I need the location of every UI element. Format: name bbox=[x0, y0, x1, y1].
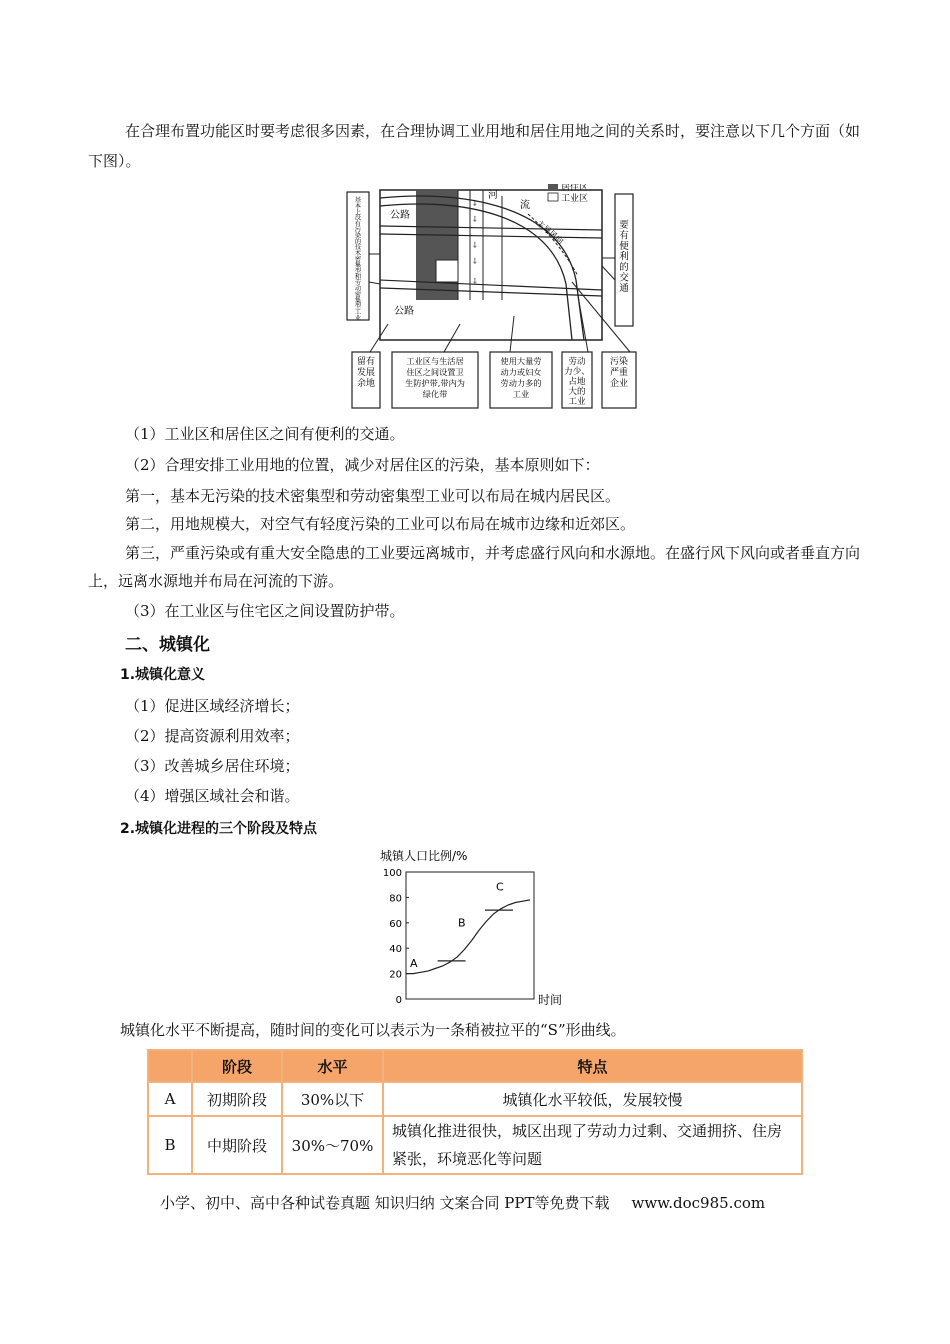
left-box-char: 术 bbox=[354, 250, 362, 258]
table-header-cell: 阶段 bbox=[192, 1050, 282, 1082]
right-box-char: 交 bbox=[619, 272, 629, 284]
stage-table bbox=[147, 1049, 803, 1175]
table-header-cell bbox=[148, 1050, 192, 1082]
significance-item-2: （2）提高资源利用效率； bbox=[125, 727, 300, 745]
left-box-char: 技 bbox=[354, 244, 362, 252]
right-info-text bbox=[619, 220, 629, 294]
stage-marks bbox=[410, 880, 513, 970]
left-box-char: 有 bbox=[354, 220, 362, 228]
footer-text: 小学、初中、高中各种试卷真题 知识归纳 文案合同 PPT等免费下载 bbox=[160, 1194, 610, 1212]
svg-text:⸸: ⸸ bbox=[473, 241, 477, 250]
bottom-box-line: 生防护带,带内为 bbox=[405, 378, 465, 388]
bottom-box-line: 严重 bbox=[609, 368, 629, 378]
stage-label: B bbox=[458, 916, 466, 930]
left-box-char: 密 bbox=[354, 291, 362, 299]
legend-residential-swatch bbox=[548, 184, 558, 190]
significance-item-3: （3）改善城乡居住环境； bbox=[125, 757, 300, 775]
y-tick-label: 0 bbox=[395, 995, 402, 1006]
bottom-box-line: 动力或妇女 bbox=[500, 367, 542, 377]
left-box-char: 没 bbox=[354, 214, 362, 222]
list-item-3: 第一，基本无污染的技术密集型和劳动密集型工业可以布局在城内居民区。 bbox=[125, 487, 621, 505]
bottom-box-line: 绿化带 bbox=[422, 389, 448, 399]
left-box-char: 业 bbox=[354, 315, 362, 322]
road-label-top: 公路 bbox=[390, 210, 410, 221]
subheading-stages: 2.城镇化进程的三个阶段及特点 bbox=[120, 821, 318, 837]
s-curve-line bbox=[406, 900, 530, 974]
table-header-row bbox=[148, 1050, 802, 1082]
svg-text:⸸: ⸸ bbox=[473, 257, 477, 266]
y-tick-label: 40 bbox=[389, 944, 402, 956]
left-box-char: 的 bbox=[354, 238, 362, 246]
list-item-6: （3）在工业区与住宅区之间设置防护带。 bbox=[125, 602, 405, 620]
bottom-box-line: 余地 bbox=[356, 379, 376, 389]
bottom-box-line: 大的 bbox=[568, 387, 586, 397]
wind-label: 主导风向 bbox=[534, 218, 566, 247]
right-box-char: 有 bbox=[619, 230, 629, 242]
left-box-char: 型 bbox=[354, 267, 362, 275]
subheading-significance: 1.城镇化意义 bbox=[120, 667, 206, 683]
table-cell: 中期阶段 bbox=[192, 1116, 282, 1174]
footer-url[interactable]: www.doc985.com bbox=[631, 1194, 766, 1212]
left-box-char: 动 bbox=[354, 285, 362, 293]
svg-text:⸸: ⸸ bbox=[473, 277, 477, 286]
bottom-box-line: 留有 bbox=[356, 357, 376, 367]
chart-xlabel: 时间 bbox=[538, 993, 563, 1007]
legend-industrial-swatch bbox=[548, 193, 558, 201]
left-box-char: 密 bbox=[354, 256, 362, 263]
left-box-char: 工 bbox=[354, 309, 362, 317]
river-label-2: 流 bbox=[520, 200, 530, 211]
bottom-box-line: 住区之间设置卫 bbox=[406, 367, 464, 377]
section-heading: 二、城镇化 bbox=[125, 635, 210, 655]
table-cell: 初期阶段 bbox=[192, 1082, 282, 1116]
legend-industrial-label: 工业区 bbox=[561, 194, 589, 204]
bottom-box-line: 占地 bbox=[568, 377, 586, 387]
table-cell: 30%～70% bbox=[282, 1116, 383, 1174]
left-box-char: 上 bbox=[354, 208, 362, 216]
stage-label: C bbox=[496, 880, 504, 894]
table-cell: B bbox=[148, 1116, 192, 1174]
bottom-box-line: 发展 bbox=[356, 368, 376, 378]
bottom-box-line: 工业区与生活居 bbox=[406, 356, 464, 366]
urbanization-s-curve-chart bbox=[368, 846, 578, 1008]
right-box-char: 要 bbox=[619, 220, 629, 231]
list-item-4: 第二，用地规模大，对空气有轻度污染的工业可以布局在城市边缘和近郊区。 bbox=[125, 515, 636, 533]
list-item-1: （1）工业区和居住区之间有便利的交通。 bbox=[125, 425, 405, 443]
svg-text:⸸: ⸸ bbox=[473, 215, 477, 224]
y-tick-label: 100 bbox=[382, 868, 402, 879]
table-row bbox=[148, 1082, 802, 1116]
left-box-char: 和 bbox=[354, 273, 362, 281]
curve-caption: 城镇化水平不断提高，随时间的变化可以表示为一条稍被拉平的“S”形曲线。 bbox=[120, 1021, 626, 1039]
bottom-box-line: 使用大量劳 bbox=[500, 356, 542, 366]
bottom-info-boxes bbox=[352, 352, 636, 408]
y-tick-label: 60 bbox=[389, 918, 402, 930]
left-box-char: 污 bbox=[354, 226, 362, 234]
chart-ylabel: 城镇人口比例/% bbox=[380, 849, 468, 863]
stage-label: A bbox=[410, 957, 418, 971]
table-row bbox=[148, 1116, 802, 1174]
list-item-5: 第三，严重污染或有重大安全隐患的工业要远离城市，并考虑盛行风向和水源地。在盛行风下风向或者垂直方向上，远离水源地并布局在河流的下游。 bbox=[88, 544, 861, 590]
bottom-box-line: 污染 bbox=[609, 357, 629, 367]
bottom-box-line: 力少、 bbox=[564, 367, 590, 377]
left-box-char: 本 bbox=[354, 202, 362, 210]
industrial-layout-diagram bbox=[340, 184, 640, 410]
plot-frame bbox=[406, 872, 534, 999]
y-tick-label: 80 bbox=[389, 893, 402, 905]
right-box-char: 的 bbox=[619, 262, 629, 273]
significance-item-4: （4）增强区域社会和谐。 bbox=[125, 787, 300, 805]
page-footer bbox=[160, 1192, 765, 1213]
left-info-text bbox=[355, 196, 362, 322]
y-tick-label: 20 bbox=[389, 969, 402, 981]
bottom-box-line: 工业 bbox=[568, 397, 586, 407]
bottom-box-line: 企业 bbox=[609, 379, 629, 389]
bottom-box-line: 劳动 bbox=[568, 357, 586, 367]
legend-residential-label: 居住区 bbox=[561, 184, 589, 193]
left-box-char: 集 bbox=[354, 261, 362, 269]
industrial-notch bbox=[436, 260, 458, 282]
right-box-char: 便 bbox=[619, 241, 629, 252]
table-cell: 城镇化水平较低，发展较慢 bbox=[383, 1082, 802, 1116]
left-box-char: 基 bbox=[354, 197, 362, 204]
bottom-box-line: 劳动力多的 bbox=[500, 378, 542, 388]
svg-text:⸸: ⸸ bbox=[473, 199, 477, 208]
map-frame bbox=[380, 190, 602, 340]
left-box-char: 染 bbox=[354, 232, 362, 240]
table-header-cell: 水平 bbox=[282, 1050, 383, 1082]
table-header-cell: 特点 bbox=[383, 1050, 802, 1082]
table-cell: A bbox=[148, 1082, 192, 1116]
right-box-char: 通 bbox=[619, 283, 629, 294]
left-box-char: 型 bbox=[354, 303, 362, 311]
road-label-bottom: 公路 bbox=[394, 306, 414, 317]
table-cell: 30%以下 bbox=[282, 1082, 383, 1116]
bottom-box-line: 工业 bbox=[512, 389, 530, 399]
river-label-1: 河 bbox=[488, 190, 498, 201]
right-box-char: 利 bbox=[619, 251, 629, 263]
table-cell: 城镇化推进很快，城区出现了劳动力过剩、交通拥挤、住房紧张，环境恶化等问题 bbox=[383, 1116, 802, 1174]
left-box-char: 集 bbox=[354, 297, 362, 305]
y-axis-ticks bbox=[383, 868, 409, 1006]
significance-item-1: （1）促进区域经济增长； bbox=[125, 697, 300, 715]
intro-paragraph: 在合理布置功能区时要考虑很多因素，在合理协调工业用地和居住用地之间的关系时，要注意以下几个方面（如下图）。 bbox=[88, 122, 861, 170]
left-box-char: 劳 bbox=[354, 279, 362, 287]
list-item-2: （2）合理安排工业用地的位置，减少对居住区的污染，基本原则如下： bbox=[125, 456, 600, 474]
